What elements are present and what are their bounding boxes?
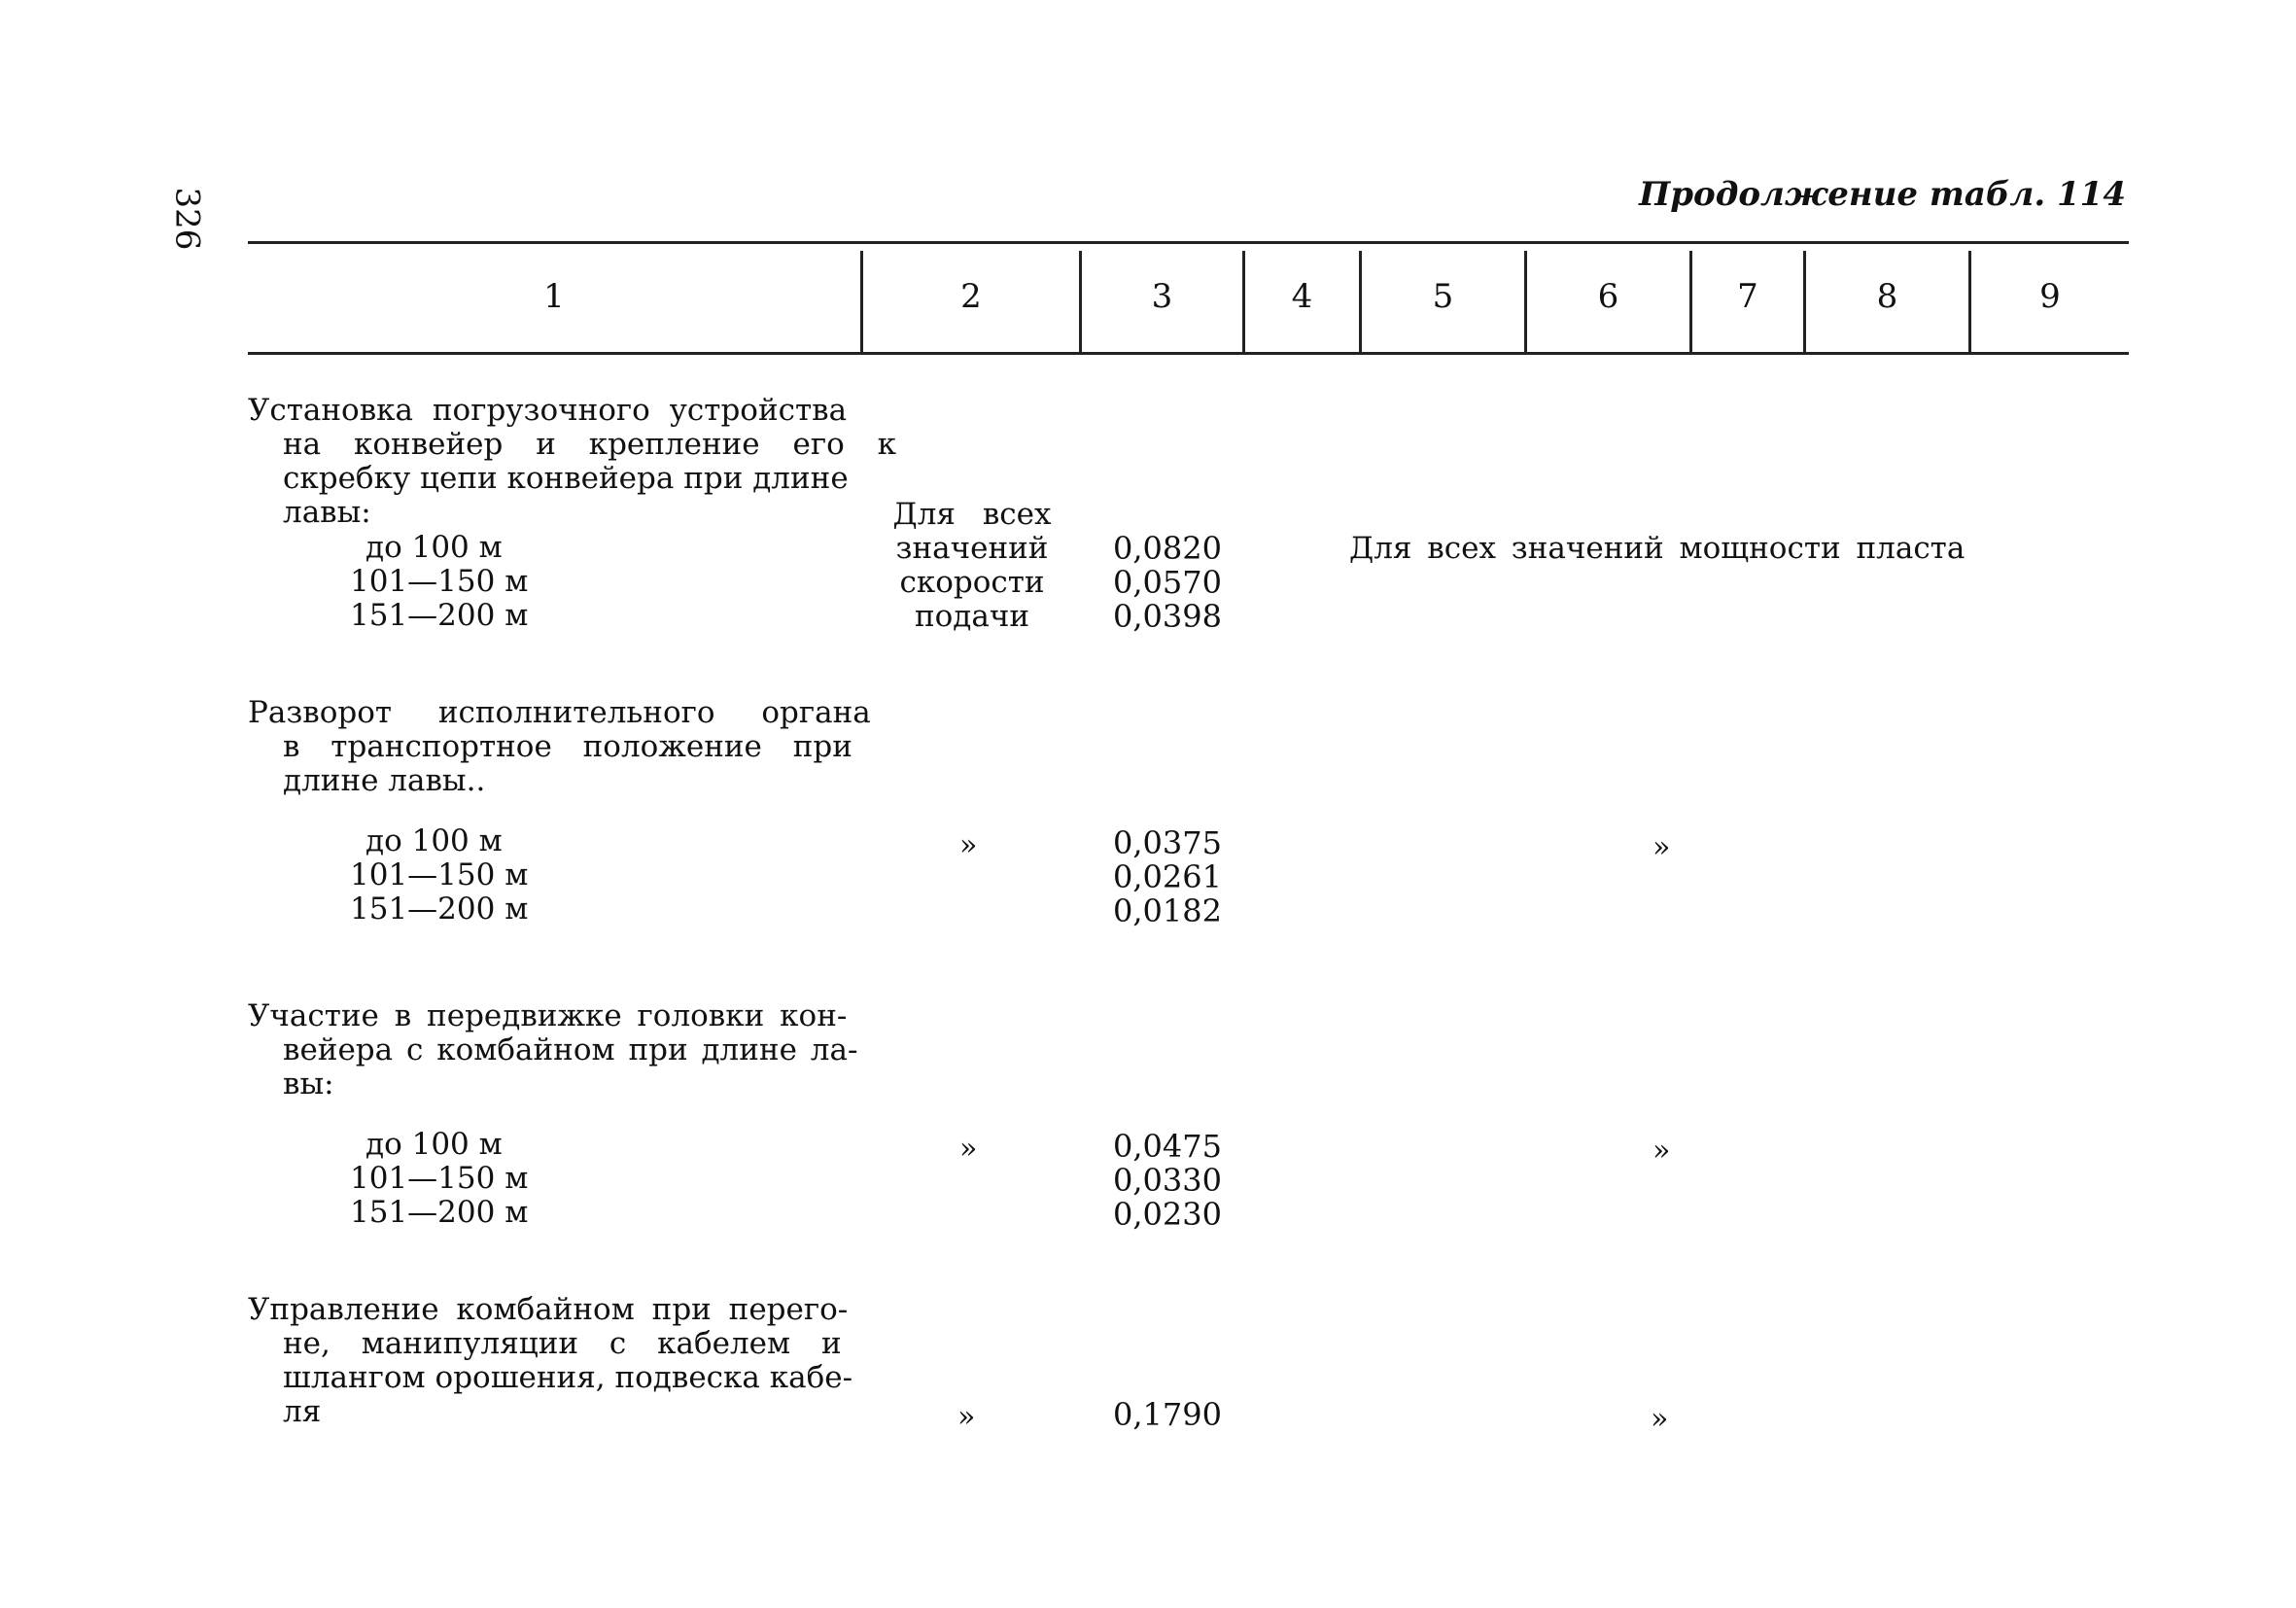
page-number: 326 <box>167 187 207 251</box>
cell-value: 0,0330 <box>1113 1162 1222 1199</box>
row-title-line: вы: <box>283 1066 334 1101</box>
row-title-line: Разворот исполнительного органа <box>248 695 871 730</box>
column-header-1: 1 <box>543 277 565 316</box>
column-2-cell <box>870 498 1074 634</box>
row-title-line: длине лавы.. <box>283 763 486 798</box>
column-header-6: 6 <box>1597 277 1619 316</box>
sub-item: 101—150 м <box>350 857 529 892</box>
column-3-values <box>1113 826 1222 928</box>
row-title-line: на конвейер и крепление его к <box>283 427 896 462</box>
table-row <box>248 393 896 530</box>
cell-value: 0,0398 <box>1113 598 1222 635</box>
ditto-mark: » <box>957 1400 976 1434</box>
sub-item-list <box>350 1128 528 1230</box>
ditto-mark: » <box>959 828 978 862</box>
cell-line: значений <box>895 531 1049 566</box>
column-3-values <box>1113 532 1222 634</box>
cell-value: 0,0182 <box>1113 892 1222 929</box>
sub-item: до 100 м <box>365 530 503 565</box>
column-3-values <box>1113 1398 1222 1432</box>
sub-item: 151—200 м <box>350 891 529 926</box>
row-title-line: шлангом орошения, подвеска кабе- <box>283 1360 853 1395</box>
sub-item-list <box>350 531 528 633</box>
row-title-line: вейера с комбайном при длине ла- <box>283 1032 858 1067</box>
sub-item: 151—200 м <box>350 598 529 633</box>
table-top-rule <box>248 241 2129 244</box>
row-title-line: скребку цепи конвейера при длине <box>283 461 849 496</box>
row-title-line: Управление комбайном при перего- <box>248 1292 849 1327</box>
row-title-line: Установка погрузочного устройства <box>248 393 848 428</box>
ditto-mark: » <box>959 1132 978 1166</box>
cell-value: 0,0820 <box>1113 530 1222 567</box>
cell-line: Для всех <box>892 497 1052 532</box>
column-3-values <box>1113 1130 1222 1232</box>
columns-4-9-cell: Для всех значений мощности пласта <box>1349 531 1966 566</box>
column-header-4: 4 <box>1291 277 1313 316</box>
sub-item: 151—200 м <box>350 1195 529 1230</box>
column-header-3: 3 <box>1151 277 1173 316</box>
sub-item: 101—150 м <box>350 564 529 599</box>
sub-item-list <box>350 824 528 926</box>
row-title-line: ля <box>283 1394 322 1429</box>
cell-value: 0,1790 <box>1113 1396 1222 1433</box>
column-header-5: 5 <box>1432 277 1454 316</box>
sub-item: до 100 м <box>365 823 503 858</box>
table-caption: Продолжение табл. 114 <box>1639 175 2126 214</box>
column-header-2: 2 <box>960 277 982 316</box>
cell-value: 0,0375 <box>1113 824 1222 861</box>
sub-item: до 100 м <box>365 1127 503 1162</box>
cell-value: 0,0230 <box>1113 1196 1222 1233</box>
ditto-mark: » <box>1652 830 1671 864</box>
cell-value: 0,0261 <box>1113 858 1222 895</box>
column-header-7: 7 <box>1737 277 1758 316</box>
cell-value: 0,0570 <box>1113 564 1222 601</box>
row-title-line: в транспортное положение при <box>283 729 852 764</box>
column-header-9: 9 <box>2039 277 2061 316</box>
row-title-line: не, манипуляции с кабелем и <box>283 1326 842 1361</box>
ditto-mark: » <box>1652 1134 1671 1168</box>
column-header-8: 8 <box>1876 277 1898 316</box>
table-header-bottom-rule <box>248 352 2129 355</box>
ditto-mark: » <box>1651 1402 1669 1436</box>
table-row <box>248 1293 866 1429</box>
table-row <box>248 695 871 798</box>
cell-value: 0,0475 <box>1113 1128 1222 1165</box>
cell-line: скорости <box>899 565 1045 600</box>
table-row <box>248 999 866 1101</box>
row-title-line: лавы: <box>283 495 371 530</box>
cell-line: подачи <box>914 599 1030 634</box>
row-title-line: Участие в передвижке головки кон- <box>248 998 848 1033</box>
sub-item: 101—150 м <box>350 1161 529 1196</box>
